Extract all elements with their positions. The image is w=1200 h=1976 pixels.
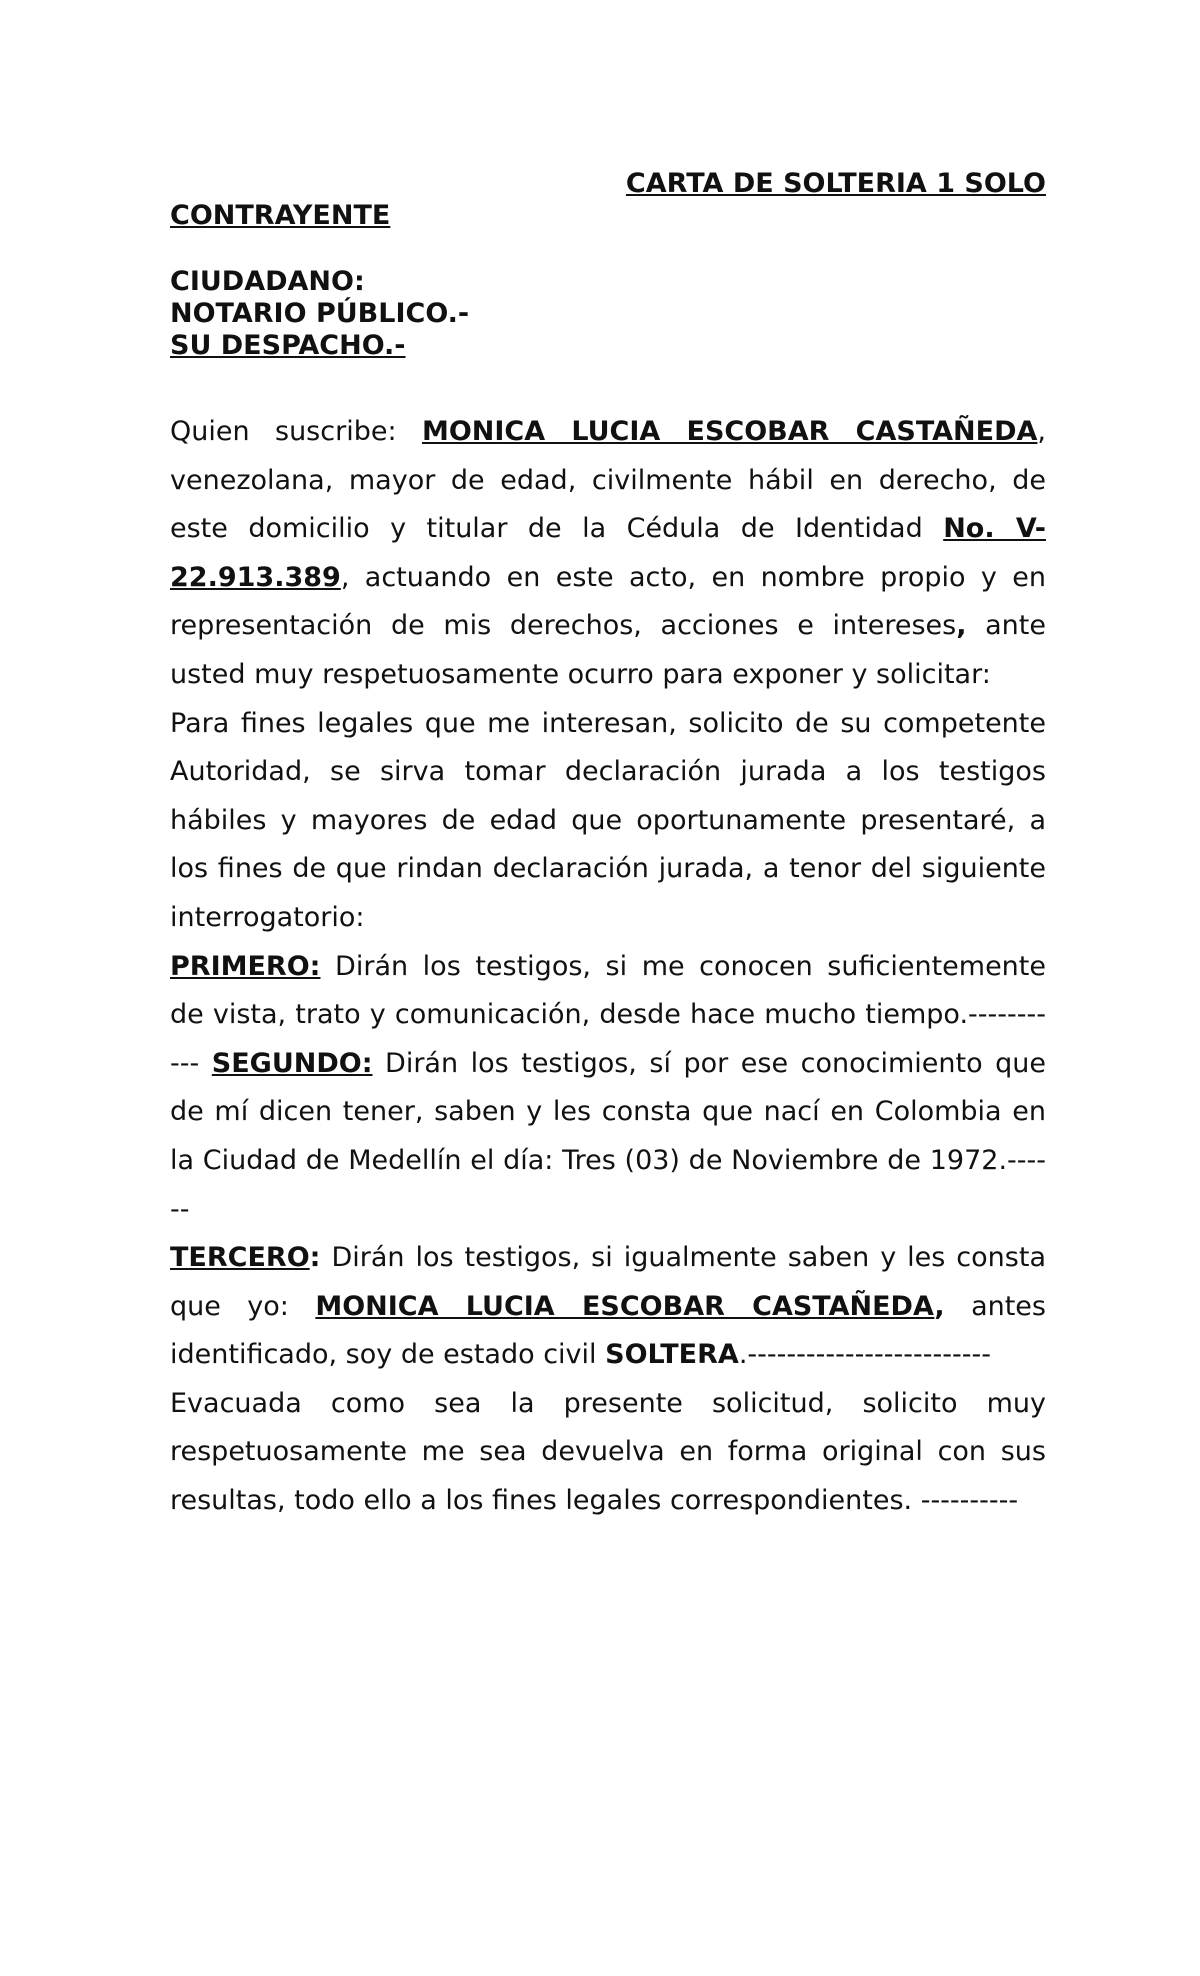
intro-after-name: , venezolana, mayor de edad, civilmente hábil en derecho, de este domicilio y titular de la Cédula de Identidad bbox=[170, 416, 1046, 545]
tercero-paragraph bbox=[170, 1234, 1046, 1380]
tercero-colon: : bbox=[309, 1242, 321, 1274]
addressee-line-3: SU DESPACHO.- bbox=[170, 330, 406, 361]
intro-lead: Quien suscribe: bbox=[170, 416, 422, 447]
civil-status: SOLTERA bbox=[605, 1339, 739, 1371]
intro-paragraph bbox=[170, 408, 1046, 700]
tercero-tail: .------------------------- bbox=[738, 1339, 991, 1371]
segundo-label: SEGUNDO: bbox=[211, 1047, 373, 1079]
intro-bold-comma: , bbox=[956, 610, 967, 642]
tercero-comma: , bbox=[934, 1290, 945, 1322]
applicant-name: MONICA LUCIA ESCOBAR CASTAÑEDA bbox=[421, 416, 1038, 447]
document-title-line-1: CARTA DE SOLTERIA 1 SOLO bbox=[625, 168, 1046, 199]
request-paragraph: Para fines legales que me interesan, solicito de su competente Autoridad, se sirva tomar declaración jurada a los testigos hábiles y mayores de edad que oportunamente presentaré, a los fines de que rindan declaración jurada, a tenor del siguiente interrogatorio: bbox=[170, 707, 1046, 933]
closing-paragraph: Evacuada como sea la presente solicitud, solicito muy respetuosamente me sea devuelva en forma original con sus resultas, todo ello a los fines legales correspondientes. ---------- bbox=[170, 1387, 1046, 1517]
document-title-line-2: CONTRAYENTE bbox=[170, 200, 391, 231]
document-body bbox=[170, 408, 1046, 1526]
document-content bbox=[170, 168, 1046, 1526]
tercero-text: Dirán los testigos, si igualmente saben y les consta que yo: bbox=[170, 1242, 1046, 1322]
primero-text: Dirán los testigos, si me conocen suficientemente de vista, trato y comunicación, desde hace mucho tiempo.----------- bbox=[170, 950, 1046, 1079]
intro-tail: ante usted muy respetuosamente ocurro para exponer y solicitar: bbox=[170, 610, 1046, 690]
addressee-block bbox=[170, 266, 1046, 362]
intro-after-id: , actuando en este acto, en nombre propio y en representación de mis derechos, acciones e intereses bbox=[170, 561, 1046, 642]
primero-label: PRIMERO: bbox=[170, 950, 321, 982]
tercero-text-2: antes identificado, soy de estado civil bbox=[170, 1290, 1046, 1371]
tercero-label: TERCERO bbox=[170, 1242, 310, 1274]
addressee-line-2: NOTARIO PÚBLICO.- bbox=[170, 298, 470, 329]
addressee-line-1: CIUDADANO: bbox=[170, 266, 365, 297]
segundo-text: Dirán los testigos, sí por ese conocimiento que de mí dicen tener, saben y les consta que nací en Colombia en la Ciudad de Medellín el día: Tres (03) de Noviembre de 1972.------ bbox=[170, 1047, 1046, 1225]
primero-segundo-paragraph bbox=[170, 943, 1046, 1235]
tercero-name: MONICA LUCIA ESCOBAR CASTAÑEDA bbox=[315, 1290, 935, 1322]
id-number: No. V-22.913.389 bbox=[170, 513, 1046, 593]
